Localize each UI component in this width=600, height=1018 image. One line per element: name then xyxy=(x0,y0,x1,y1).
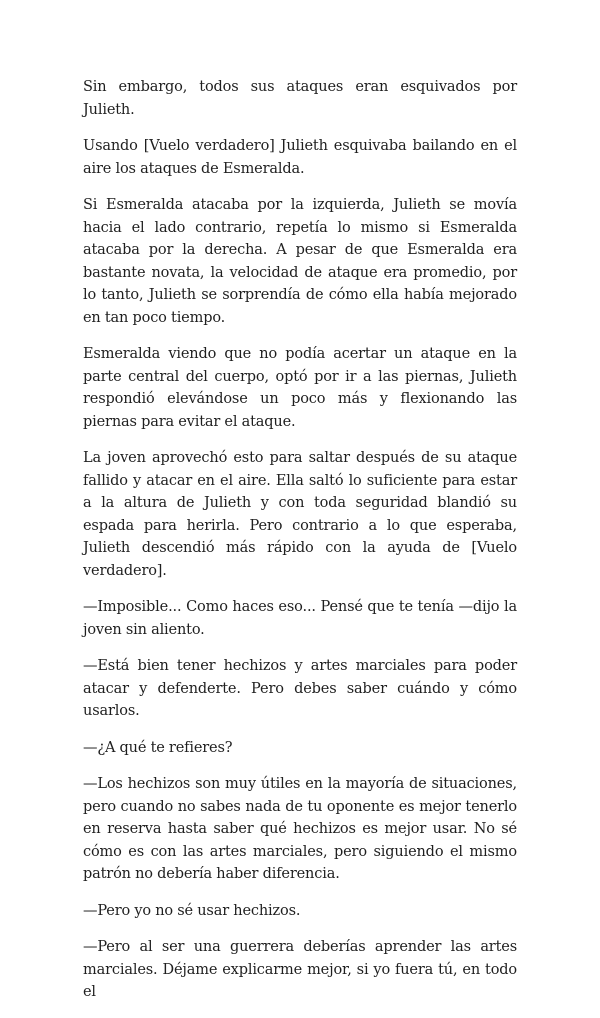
page-body xyxy=(83,76,517,1018)
paragraph-8: —¿A qué te refieres? xyxy=(83,739,233,756)
paragraph-3: Si Esmeralda atacaba por la izquierda, Julieth se movía hacia el lado contrario, repetía lo mismo si Esmeralda atacaba por la derecha. A pesar de que Esmeralda era bastante novata, la velocidad de ataque era promedio, por lo tanto, Julieth se sorprendía de cómo ella había mejorado en tan poco tiempo. xyxy=(83,197,517,326)
paragraph-4: Esmeralda viendo que no podía acertar un ataque en la parte central del cuerpo, optó por ir a las piernas, Julieth respondió elevándose un poco más y flexionando las piernas para evitar el ataque. xyxy=(83,346,517,430)
paragraph-5: La joven aprovechó esto para saltar después de su ataque fallido y atacar en el aire. Ella saltó lo suficiente para estar a la altura de Julieth y con toda seguridad blandió su espada para herirla. Pero contrario a lo que esperaba, Julieth descendió más rápido con la ayuda de [Vuelo verdadero]. xyxy=(83,450,517,579)
paragraph-1: Sin embargo, todos sus ataques eran esquivados por Julieth. xyxy=(83,79,517,118)
paragraph-6: —Imposible... Como haces eso... Pensé que te tenía —dijo la joven sin aliento. xyxy=(83,599,517,638)
paragraph-10: —Pero yo no sé usar hechizos. xyxy=(83,902,301,919)
paragraph-11: —Pero al ser una guerrera deberías aprender las artes marciales. Déjame explicarme mejor, si yo fuera tú, en todo el xyxy=(83,939,517,1000)
paragraph-9: —Los hechizos son muy útiles en la mayoría de situaciones, pero cuando no sabes nada de tu oponente es mejor tenerlo en reserva hasta saber qué hechizos es mejor usar. No sé cómo es con las artes marciales, pero siguiendo el mismo patrón no debería haber diferencia. xyxy=(83,776,517,882)
paragraph-2: Usando [Vuelo verdadero] Julieth esquivaba bailando en el aire los ataques de Esmeralda. xyxy=(83,138,517,177)
paragraph-7: —Está bien tener hechizos y artes marciales para poder atacar y defenderte. Pero debes saber cuándo y cómo usarlos. xyxy=(83,658,517,719)
